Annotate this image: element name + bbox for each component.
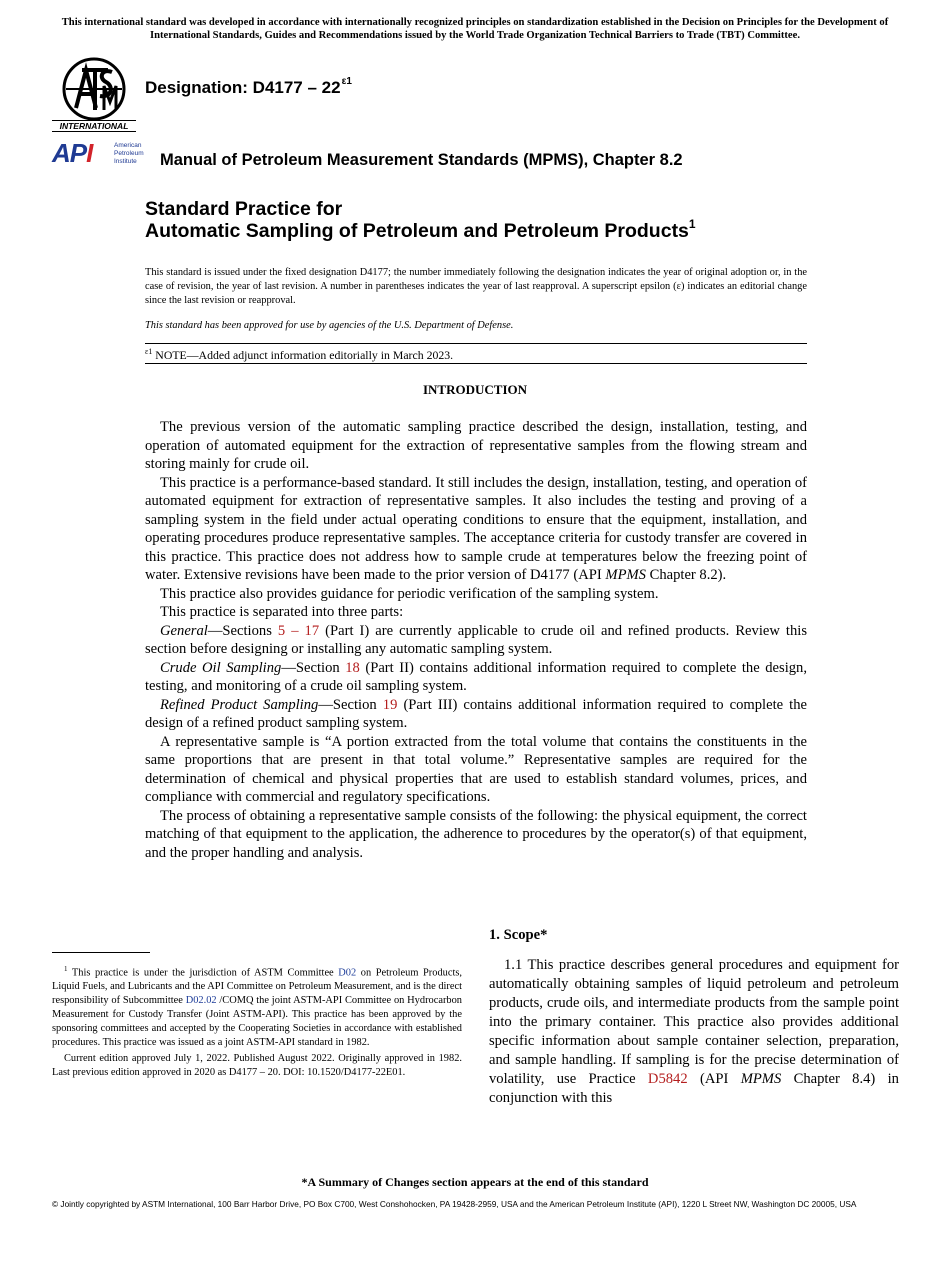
astm-logo-text: INTERNATIONAL <box>52 120 136 132</box>
api-mark: API <box>52 138 93 168</box>
designation <box>145 78 352 98</box>
section-18-link[interactable]: 18 <box>345 659 360 676</box>
introduction-heading: INTRODUCTION <box>422 382 527 397</box>
divider-top <box>145 343 807 344</box>
intro-paragraph-crude: Crude Oil Sampling—Section 18 (Part II) contains additional information required to complete the design, testing, and monitoring of a crude oil sampling system. <box>145 659 807 694</box>
intro-paragraph-general: General—Sections 5 – 17 (Part I) are currently applicable to crude oil and refined products. Review this section before designing or installing any automatic sampling system. <box>145 622 808 657</box>
intro-paragraph: The previous version of the automatic sampling practice described the design, installation, testing, and operation of automated equipment for the extraction of representative samples from the flowing stream and storing mainly for crude oil. <box>145 419 807 472</box>
sections-5-17-link[interactable]: 5 – 17 <box>277 622 320 639</box>
summary-of-changes-note: *A Summary of Changes section appears at the end of this standard <box>301 1175 649 1189</box>
intro-paragraph: A representative sample is “A portion extracted from the total volume that contains the constituents in the same proportions that are present in that total volume.” Representative samples are required for the determination of chemical and physical properties that are used to establish standard volumes, prices, and compliance with commercial and regulatory specifications. <box>145 733 807 805</box>
title-line-2: Automatic Sampling of Petroleum and Petroleum Products$^1$ <box>145 217 696 242</box>
tbt-notice: This international standard was developed in accordance with internationally recognized principles on standardization established in the Decision on Principles for the Development of International Standards, Guides and Recommendations issued by the World Trade Organization Technical Barriers to Trade (TBT) Committee. <box>61 17 889 41</box>
astm-emblem-icon <box>52 56 136 122</box>
committee-d02-link[interactable]: D02 <box>338 967 357 979</box>
divider-bottom <box>145 363 807 364</box>
epsilon-superscript: ε1 <box>341 76 352 87</box>
footnote-divider <box>52 952 150 953</box>
designation-label: Designation: D4177 – 22 <box>145 78 341 97</box>
footnote <box>52 962 462 1080</box>
introduction-body <box>145 418 807 862</box>
mpms-title: Manual of Petroleum Measurement Standards (MPMS), Chapter 8.2 <box>160 151 683 169</box>
api-institute-name: American Petroleum Institute <box>114 142 144 165</box>
intro-paragraph: This practice is separated into three parts: <box>160 604 404 620</box>
footnote-edition: Current edition approved July 1, 2022. Published August 2022. Originally approved in 1982. Last previous edition approved in 2020 as D4177 – 20. DOI: 10.1520/D4177-22E01. <box>52 1053 462 1079</box>
api-logo <box>52 138 152 169</box>
subcommittee-d02-02-link[interactable]: D02.02 <box>185 995 217 1007</box>
title-footnote-mark: 1 <box>688 217 696 231</box>
dod-approval-note: This standard has been approved for use by agencies of the U.S. Department of Defense. <box>145 320 514 331</box>
intro-paragraph: This practice also provides guidance for periodic verification of the sampling system. <box>160 585 659 602</box>
issued-note: This standard is issued under the fixed designation D4177; the number immediately following the designation indicates the year of original adoption or, in the case of revision, the year of last revision. A number in parentheses indicates the year of last reapproval. A superscript epsilon (ε) indicates an editorial change since the last revision or reapproval. <box>145 267 807 306</box>
intro-paragraph-refined: Refined Product Sampling—Section 19 (Part III) contains additional information required to complete the design of a refined product sampling system. <box>145 696 807 731</box>
section-19-link[interactable]: 19 <box>382 696 398 713</box>
scope-body <box>489 956 899 1108</box>
astm-logo <box>52 56 136 136</box>
intro-paragraph: The process of obtaining a representative sample consists of the following: the physical equipment, the correct matching of that equipment to the application, the adherence to procedures by the operator(s) of that equipment, and the proper handling and analysis. <box>145 807 807 861</box>
intro-paragraph: This practice is a performance-based standard. It still includes the design, installation, testing, and operation of automated equipment for extraction of representative samples. It also includes the testing and proving of a sampling system in the field under actual operating conditions to ensure that the equipment, installation, and operating procedures produce representative samples. The acceptance criteria for custody transfer are covered in this practice. This practice does not address how to sample crude at temperatures below the freezing point of water. Extensive revisions have been made to the prior version of D4177 (API MPMS Chapter 8.2). <box>145 474 807 583</box>
scope-heading: 1. Scope* <box>489 927 548 943</box>
practice-d5842-link[interactable]: D5842 <box>647 1071 688 1087</box>
copyright-line: © Jointly copyrighted by ASTM International, 100 Barr Harbor Drive, PO Box C700, West Conshohocken, PA 19428-2959, USA and the American Petroleum Institute (API), 1220 L Street NW, Washington DC 20005, USA <box>52 1199 857 1209</box>
footnote-jurisdiction: $^1$ This practice is under the jurisdiction of ASTM Committee D02 on Petroleum Products, Liquid Fuels, and Lubricants and the API Committee on Petroleum Measurement, and is the direct responsibility of Subcommittee D02.02 /COMQ the joint ASTM-API Committee on Hydrocarbon Measurement for Custody Transfer (Joint ASTM-API). This practice has been approved by the sponsoring committees and accepted by the Cooperating Societies in accordance with established procedures. This practice was issued as a joint ASTM-API standard in 1982. <box>52 965 462 1049</box>
title-line-1: Standard Practice for <box>145 198 343 220</box>
scope-paragraph-1-1: 1.1 This practice describes general procedures and equipment for automatically obtaining samples of liquid petroleum and petroleum products, crude oils, and intermediate products from the sample point into the primary container. This practice also provides additional specific information about sample container selection, preparation, and sample handling. If sampling is for the precise determination of volatility, use Practice D5842 (API MPMS Chapter 8.4) in conjunction with this <box>489 957 899 1106</box>
editorial-note: $^{\varepsilon 1}$ NOTE—Added adjunct information editorially in March 2023. <box>145 347 454 362</box>
